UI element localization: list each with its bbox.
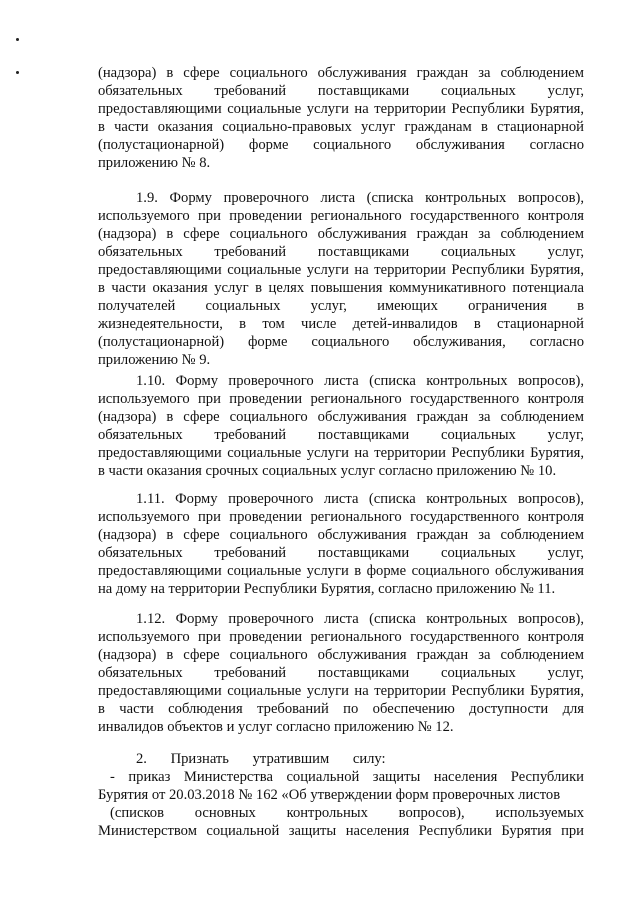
text-line: в части соблюдения требований по обеспечению доступности для: [98, 701, 584, 717]
text-line: обязательных требований поставщиками социальных услуг,: [98, 427, 584, 443]
text-line: обязательных требований поставщиками социальных услуг,: [98, 244, 584, 260]
text-line: жизнедеятельности, в том числе детей-инвалидов в стационарной: [98, 316, 584, 332]
text-line: используемого при проведении регионального государственного контроля: [98, 208, 584, 224]
text-line: 1.12. Форму проверочного листа (списка контрольных вопросов),: [136, 611, 584, 627]
scan-mark: [16, 71, 19, 74]
text-line: используемого при проведении регионального государственного контроля: [98, 509, 584, 525]
text-line: (полустационарной) форме социального обслуживания согласно: [98, 137, 584, 153]
text-line: - приказ Министерства социальной защиты населения Республики: [110, 769, 584, 785]
text-line: 1.11. Форму проверочного листа (списка контрольных вопросов),: [136, 491, 584, 507]
item-heading: 2. Признать утратившим силу:: [136, 751, 386, 767]
text-line: предоставляющими социальные услуги на территории Республики Бурятия,: [98, 445, 584, 461]
text-line: получателей социальных услуг, имеющих ограничения в: [98, 298, 584, 314]
text-line: (надзора) в сфере социального обслуживания граждан за соблюдением: [98, 226, 584, 242]
text-line: в части оказания социально-правовых услуг гражданам в стационарной: [98, 119, 584, 135]
text-line: используемого при проведении регионального государственного контроля: [98, 629, 584, 645]
text-line: 1.9. Форму проверочного листа (списка контрольных вопросов),: [136, 190, 584, 206]
text-line: предоставляющими социальные услуги на территории Республики Бурятия,: [98, 683, 584, 699]
scan-mark: [16, 38, 19, 41]
text-line: (надзора) в сфере социального обслуживания граждан за соблюдением: [98, 65, 584, 81]
text-line: в части оказания услуг в целях повышения коммуникативного потенциала: [98, 280, 584, 296]
text-line: (надзора) в сфере социального обслуживания граждан за соблюдением: [98, 409, 584, 425]
text-line: 1.10. Форму проверочного листа (списка контрольных вопросов),: [136, 373, 584, 389]
text-line: предоставляющими социальные услуги в форме социального обслуживания: [98, 563, 584, 579]
text-line: Бурятия от 20.03.2018 № 162 «Об утверждении форм проверочных листов: [98, 787, 561, 803]
text-line: Министерством социальной защиты населения Республики Бурятия при: [98, 823, 584, 839]
text-line: обязательных требований поставщиками социальных услуг,: [98, 665, 584, 681]
text-line: используемого при проведении регионального государственного контроля: [98, 391, 584, 407]
text-line: приложению № 8.: [98, 155, 211, 171]
text-line: (полустационарной) форме социального обслуживания, согласно: [98, 334, 584, 350]
text-line: предоставляющими социальные услуги на территории Республики Бурятия,: [98, 262, 584, 278]
text-line: обязательных требований поставщиками социальных услуг,: [98, 83, 584, 99]
text-line: на дому на территории Республики Бурятия, согласно приложению № 11.: [98, 581, 556, 597]
text-line: (списков основных контрольных вопросов), используемых: [110, 805, 584, 821]
text-line: приложению № 9.: [98, 352, 211, 368]
text-line: в части оказания срочных социальных услуг согласно приложению № 10.: [98, 463, 557, 479]
text-line: инвалидов объектов и услуг согласно приложению № 12.: [98, 719, 454, 735]
text-line: (надзора) в сфере социального обслуживания граждан за соблюдением: [98, 527, 584, 543]
text-line: (надзора) в сфере социального обслуживания граждан за соблюдением: [98, 647, 584, 663]
text-line: предоставляющими социальные услуги на территории Республики Бурятия,: [98, 101, 584, 117]
text-line: обязательных требований поставщиками социальных услуг,: [98, 545, 584, 561]
